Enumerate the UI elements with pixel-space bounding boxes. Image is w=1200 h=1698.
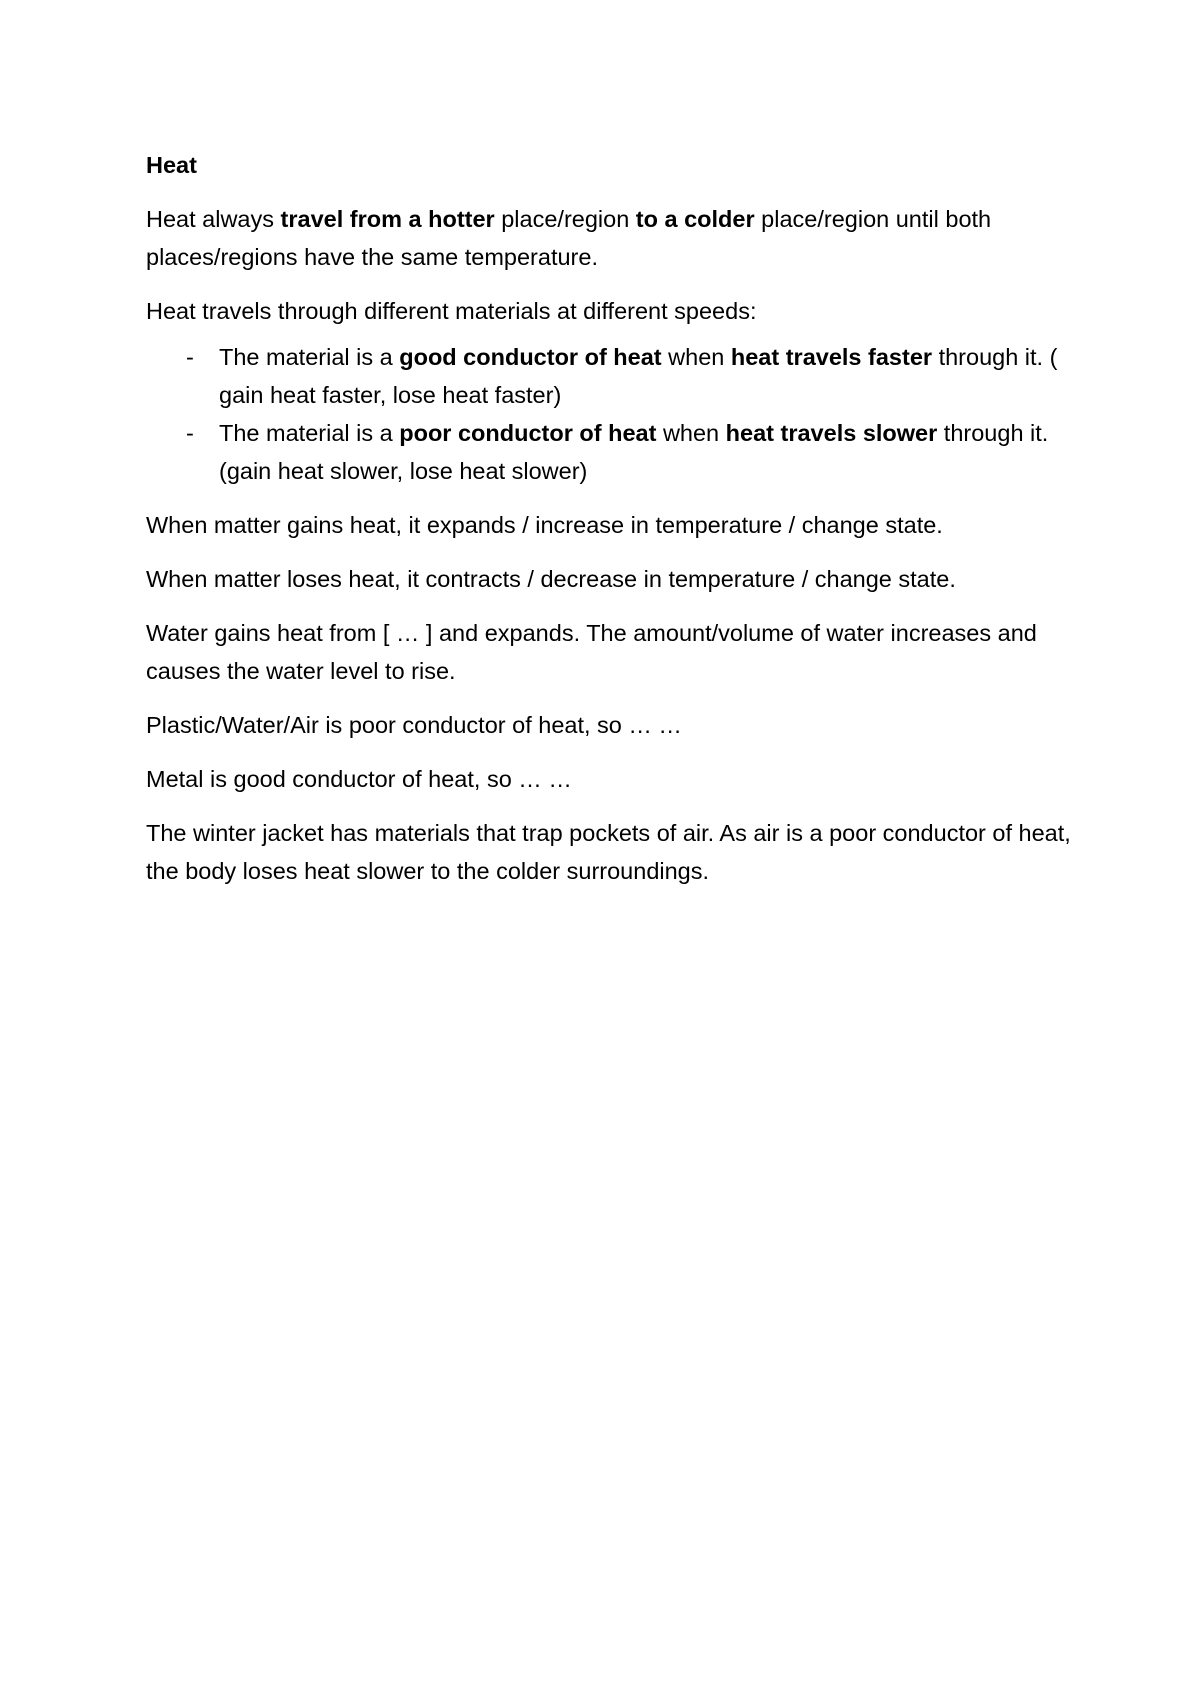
paragraph-water-expands: Water gains heat from [ … ] and expands. The amount/volume of water increases and causes the water level to rise. (146, 620, 1037, 684)
text-segment: when (656, 420, 726, 446)
bold-segment: travel from a hotter (280, 206, 495, 232)
bold-segment: good conductor of heat (399, 344, 662, 370)
text-segment: Heat always (146, 206, 281, 232)
text-segment: through it. ( gain heat faster, lose heat faster) (219, 344, 1058, 408)
text-segment: place/region until both places/regions have the same temperature. (146, 206, 992, 270)
paragraph-heat-travel-speeds: Heat travels through different materials at different speeds: (146, 298, 757, 324)
document-title: Heat (146, 152, 197, 178)
conductor-bullet-list (146, 338, 1076, 490)
document-body (146, 146, 1076, 906)
paragraph-winter-jacket: The winter jacket has materials that trap pockets of air. As air is a poor conductor of heat, the body loses heat slower to the colder surroundings. (146, 820, 1071, 884)
list-item-good-conductor (146, 338, 1076, 414)
bullet-dash: - (186, 420, 194, 446)
text-segment: The material is a (219, 344, 400, 370)
paragraph-matter-gains-heat: When matter gains heat, it expands / increase in temperature / change state. (146, 512, 943, 538)
paragraph-poor-conductor-example: Plastic/Water/Air is poor conductor of heat, so … … (146, 712, 682, 738)
bold-segment: heat travels slower (725, 420, 938, 446)
text-segment: when (661, 344, 731, 370)
text-segment: through it. (gain heat slower, lose heat slower) (219, 420, 1049, 484)
bold-segment: to a colder (635, 206, 755, 232)
paragraph-heat-direction (146, 200, 1076, 276)
paragraph-good-conductor-example: Metal is good conductor of heat, so … … (146, 766, 572, 792)
bullet-dash: - (186, 344, 194, 370)
bold-segment: poor conductor of heat (399, 420, 657, 446)
text-segment: The material is a (219, 420, 400, 446)
bold-segment: heat travels faster (730, 344, 933, 370)
paragraph-matter-loses-heat: When matter loses heat, it contracts / decrease in temperature / change state. (146, 566, 956, 592)
list-item-poor-conductor (146, 414, 1076, 490)
text-segment: place/region (494, 206, 636, 232)
